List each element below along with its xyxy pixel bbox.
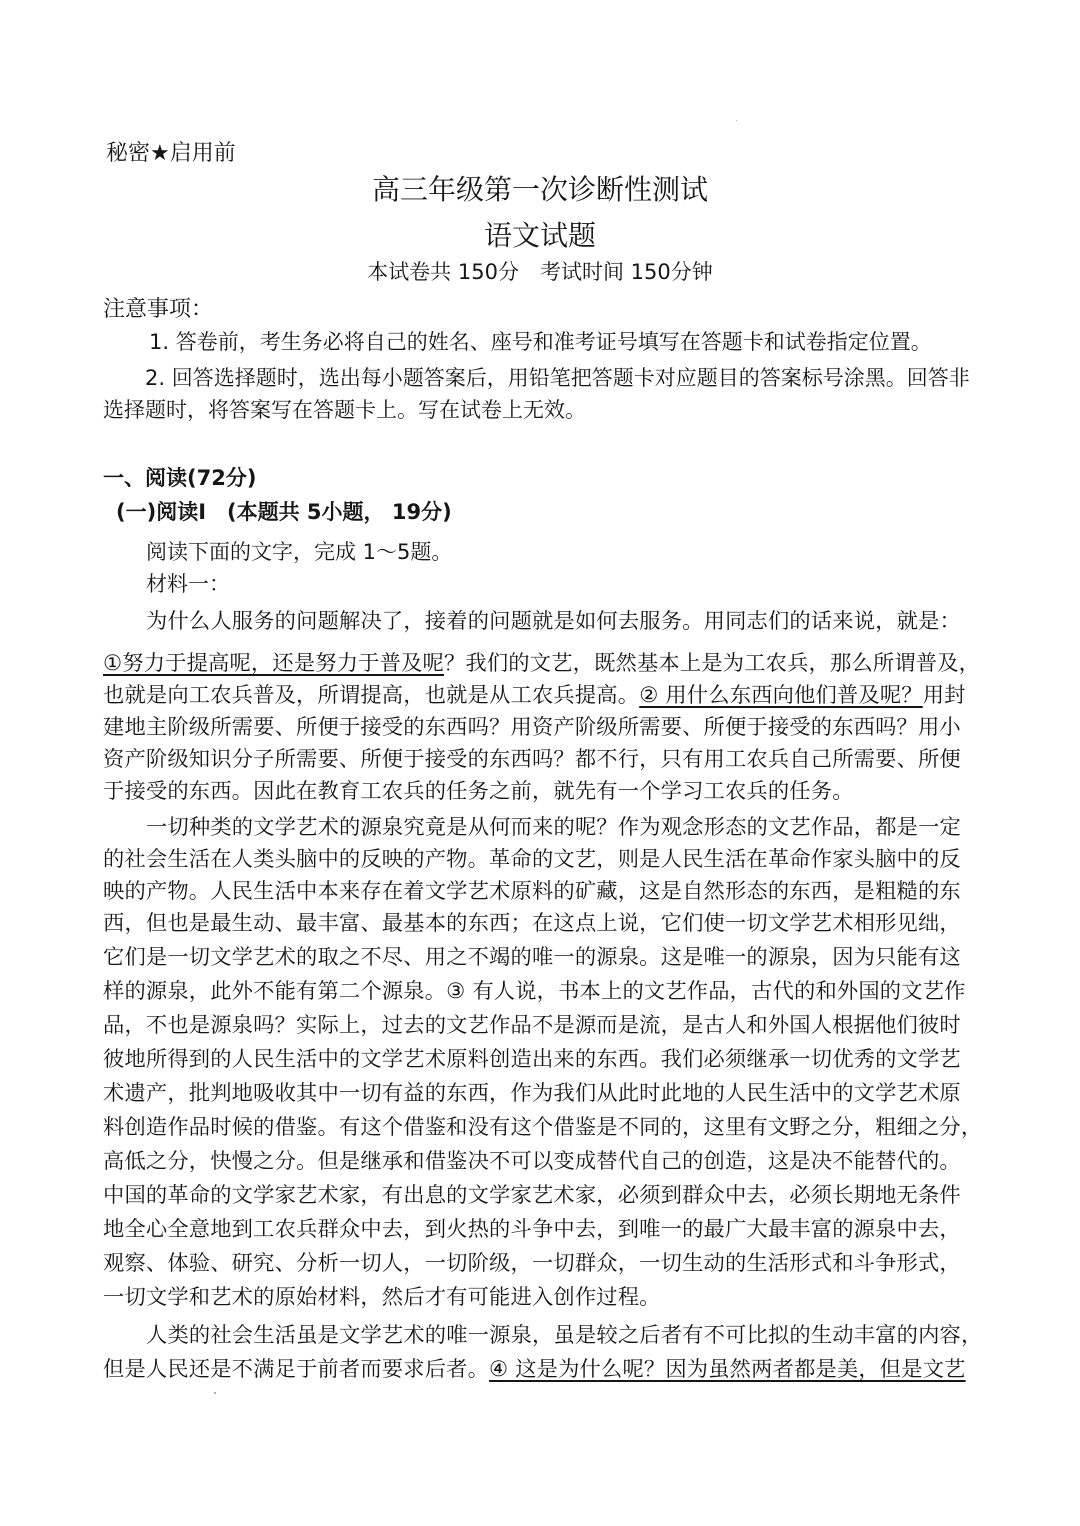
passage-line: 人类的社会生活虽是文学艺术的唯一源泉，虽是较之后者有不可比拟的生动丰富的内容， xyxy=(146,1323,983,1348)
reading-instruction: 阅读下面的文字，完成 1～5题。 xyxy=(146,540,453,564)
passage-line: 它们是一切文学艺术的取之不尽、用之不竭的唯一的源泉。这是唯一的源泉，因为只能有这 xyxy=(103,945,961,970)
scan-speck xyxy=(214,1392,216,1394)
section-heading: 一、阅读(72分) xyxy=(103,466,257,490)
notice-item-2: 2. 回答选择题时，选出每小题答案后，用铅笔把答题卡对应题目的答案标号涂黑。回答非选择题时，将答案写在答题卡上。写在试卷上无效。 xyxy=(103,366,970,422)
notice-item-1: 1. 答卷前，考生务必将自己的姓名、座号和准考证号填写在答题卡和试卷指定位置。 xyxy=(149,330,932,354)
passage-line: 资产阶级知识分子所需要、所便于接受的东西吗？都不行，只有用工农兵自己所需要、所便 xyxy=(103,747,961,772)
passage-line: 高低之分，快慢之分。但是继承和借鉴决不可以变成替代自己的创造，这是决不能替代的。 xyxy=(103,1149,961,1174)
subject-title: 语文试题 xyxy=(483,219,596,252)
exam-info: 本试卷共 150分 考试时间 150分钟 xyxy=(367,260,713,284)
underlined-sentence-2: ② 用什么东西向他们普及呢？ xyxy=(639,683,923,708)
passage-line: 一切文学和艺术的原始材料，然后才有可能进入创作过程。 xyxy=(103,1285,661,1310)
passage-line: 的社会生活在人类头脑中的反映的产物。革命的文艺，则是人民生活在革命作家头脑中的反 xyxy=(103,847,961,872)
subsection-heading: (一)阅读Ⅰ (本题共 5小题， 19分) xyxy=(116,500,452,524)
passage-text: 也就是向工农兵普及，所谓提高，也就是从工农兵提高。 xyxy=(103,683,640,708)
passage-line: 映的产物。人民生活中本来存在着文学艺术原料的矿藏，这是自然形态的东西，是粗糙的东 xyxy=(103,879,961,904)
exam-title: 高三年级第一次诊断性测试 xyxy=(371,173,708,206)
underlined-sentence-4: ④ 这是为什么呢？因为虽然两者都是美，但是文艺 xyxy=(489,1357,966,1382)
confidential-label: 秘密★启用前 xyxy=(106,141,236,166)
passage-line: 观察、体验、研究、分析一切人，一切阶级，一切群众，一切生动的生活形式和斗争形式， xyxy=(103,1251,961,1276)
underlined-sentence-1: ①努力于提高呢，还是努力于普及呢 xyxy=(103,651,444,676)
passage-line: 品，不也是源泉吗？实际上，过去的文艺作品不是源而是流，是古人和外国人根据他们彼时 xyxy=(103,1013,961,1038)
passage-line: 中国的革命的文学家艺术家，有出息的文学家艺术家，必须到群众中去，必须长期地无条件 xyxy=(103,1183,961,1208)
passage-line: 料创造作品时候的借鉴。有这个借鉴和没有这个借鉴是不同的，这里有文野之分，粗细之分， xyxy=(103,1115,983,1140)
passage-line: 于接受的东西。因此在教育工农兵的任务之前，就先有一个学习工农兵的任务。 xyxy=(103,779,854,804)
passage-line: 地全心全意地到工农兵群众中去，到火热的斗争中去，到唯一的最广大最丰富的源泉中去， xyxy=(103,1217,961,1242)
material-label: 材料一： xyxy=(146,572,230,596)
passage-text: ？我们的文艺，既然基本上是为工农兵，那么所谓普及， xyxy=(443,651,981,676)
scan-speck xyxy=(736,120,737,121)
passage-line: 术遗产，批判地吸收其中一切有益的东西，作为我们从此时此地的人民生活中的文学艺术原 xyxy=(103,1081,961,1106)
passage-line xyxy=(103,646,980,677)
passage-line: 建地主阶级所需要、所便于接受的东西吗？用资产阶级所需要、所便于接受的东西吗？用小 xyxy=(103,715,961,740)
passage-line: 一切种类的文学艺术的源泉究竟是从何而来的呢？作为观念形态的文艺作品，都是一定 xyxy=(146,815,961,840)
passage-line: 样的源泉，此外不能有第二个源泉。③ 有人说，书本上的文艺作品，古代的和外国的文艺作 xyxy=(103,979,966,1004)
passage-text: 用封 xyxy=(922,683,966,708)
passage-line xyxy=(103,1352,966,1383)
passage-line: 彼地所得到的人民生活中的文学艺术原料创造出来的东西。我们必须继承一切优秀的文学艺 xyxy=(103,1047,961,1072)
passage-line: 为什么人服务的问题解决了，接着的问题就是如何去服务。用同志们的话来说，就是： xyxy=(146,609,961,634)
passage-line xyxy=(103,678,966,709)
passage-line: 西，但也是最生动、最丰富、最基本的东西；在这点上说，它们使一切文学艺术相形见绌， xyxy=(103,911,961,936)
notice-heading: 注意事项： xyxy=(103,297,214,322)
passage-text: 但是人民还是不满足于前者而要求后者。 xyxy=(103,1357,490,1382)
